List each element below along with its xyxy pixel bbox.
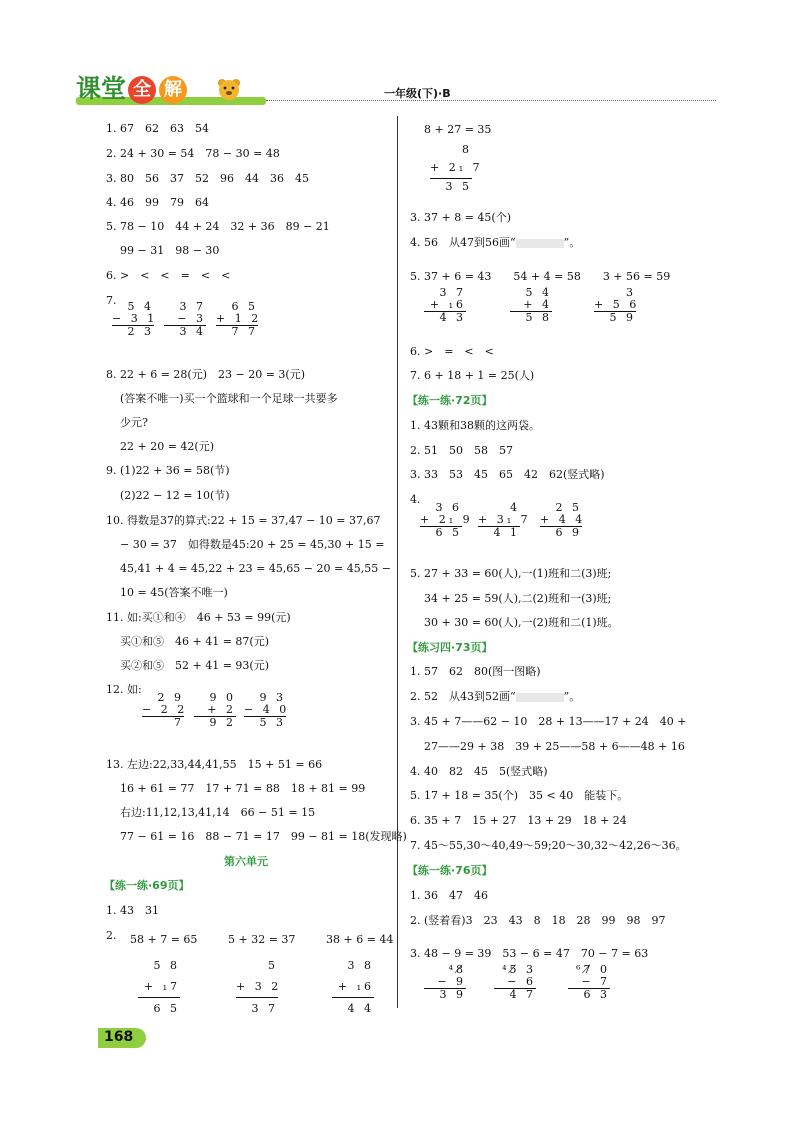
- answer-line: 7. 45～55,30～40,49～59;20～30,32～42,26～36。: [410, 839, 687, 852]
- answer-line: 6. > = < <: [410, 345, 494, 358]
- answer-line: 1. 57 62 80(图一图略): [410, 665, 541, 678]
- answer-line: 58 + 7 = 65: [130, 933, 198, 946]
- answer-line: 2. (竖着看)3 23 43 8 18 28 99 98 97: [410, 914, 666, 927]
- vertical-calc: 5 4 − 3 1 2 3: [112, 300, 158, 338]
- vertical-calc: ⁴8̸ − 9 3 9: [424, 964, 466, 1001]
- answer-line: 99 − 31 98 − 30: [120, 244, 220, 257]
- vertical-calc: ⁶7̸ 0 − 7 6 3: [568, 964, 610, 1001]
- vertical-calc: 9 3 − 4 0 5 3: [244, 691, 290, 729]
- answer-line: 3. 33 53 45 65 42 62(竖式略): [410, 468, 605, 481]
- column-divider: [397, 116, 398, 1008]
- vertical-calc: 2 9 − 2 2 7: [142, 691, 188, 729]
- answer-line: 6. > < < = < <: [106, 269, 231, 282]
- answer-line: 10 = 45(答案不唯一): [120, 586, 228, 599]
- answer-line: 1. 36 47 46: [410, 889, 488, 902]
- answer-line: 1. 67 62 63 54: [106, 122, 209, 135]
- answer-line: 6. 35 + 7 15 + 27 13 + 29 18 + 24: [410, 814, 627, 827]
- page-header: [76, 74, 716, 104]
- answer-line: 买②和⑤ 52 + 41 = 93(元): [120, 659, 269, 672]
- section-heading: 【练一练·72页】: [407, 394, 493, 407]
- answer-line: 34 + 25 = 59(人),二(2)班和一(3)班;: [424, 592, 612, 605]
- answer-line: 3. 37 + 8 = 45(个): [410, 211, 511, 224]
- answer-line: 8. 22 + 6 = 28(元) 23 − 20 = 3(元): [106, 368, 305, 381]
- answer-line: 1. 43 31: [106, 904, 159, 917]
- answer-line: 22 + 20 = 42(元): [120, 440, 214, 453]
- answer-line: 7.: [106, 294, 117, 307]
- vertical-calc: 5 4 + 4 5 8: [510, 287, 552, 324]
- answer-line: 45,41 + 4 = 45,22 + 23 = 45,65 − 20 = 45,55 −: [120, 562, 391, 575]
- answer-line: 4.: [410, 493, 421, 506]
- answer-line: 13. 左边:22,33,44,41,55 15 + 51 = 66: [106, 758, 323, 771]
- answer-line: 2. 52 从43到52画“ ”。: [410, 690, 581, 703]
- answer-line: − 30 = 37 如得数是45:20 + 25 = 45,30 + 15 =: [120, 538, 385, 551]
- answer-line: 11. 如:买①和④ 46 + 53 = 99(元): [106, 611, 291, 624]
- answer-line: 8 + 27 = 35: [424, 123, 492, 136]
- answer-line: 2. 24 + 30 = 54 78 − 30 = 48: [106, 147, 280, 160]
- answer-line: 5. 17 + 18 = 35(个) 35 < 40 能装下。: [410, 789, 629, 802]
- vertical-calc: 4 + 3₁ 7 4 1: [478, 501, 531, 539]
- answer-line: 5. 78 − 10 44 + 24 32 + 36 89 − 21: [106, 220, 330, 233]
- answer-line: 4. 46 99 79 64: [106, 196, 209, 209]
- header-dotted-rule: [266, 100, 716, 101]
- vertical-calc: ⁴5̸ 3 − 6 4 7: [494, 964, 536, 1001]
- answer-line: 2. 51 50 58 57: [410, 444, 513, 457]
- vertical-calc: 8 + 2₁ 7 3 5: [430, 143, 483, 193]
- book-logo: [76, 74, 188, 104]
- answer-line: 9. (1)22 + 36 = 58(节): [106, 464, 230, 477]
- page-number: 168: [104, 1029, 134, 1045]
- bear-mascot-icon: [214, 76, 244, 102]
- answer-line: 4. 40 82 45 5(竖式略): [410, 765, 548, 778]
- vertical-calc: 9 0 + 2 9 2: [194, 692, 236, 729]
- grade-label: 一年级(下)·B: [384, 87, 451, 100]
- answer-line: 7. 6 + 18 + 1 = 25(人): [410, 369, 535, 382]
- blank-box: [516, 239, 564, 248]
- logo-char-2: 堂: [101, 74, 127, 103]
- answer-line: 3. 48 − 9 = 39 53 − 6 = 47 70 − 7 = 63: [410, 947, 649, 960]
- answer-line: 买①和⑤ 46 + 41 = 87(元): [120, 635, 269, 648]
- answer-line: 16 + 61 = 77 17 + 71 = 88 18 + 81 = 99: [120, 782, 366, 795]
- answer-line: (2)22 − 12 = 10(节): [120, 489, 230, 502]
- answer-line: 30 + 30 = 60(人),一(2)班和二(1)班。: [424, 616, 619, 629]
- answer-line: 2.: [106, 929, 117, 942]
- answer-line: (答案不唯一)买一个篮球和一个足球一共要多: [120, 392, 338, 405]
- answer-line: 1. 43颗和38颗的这两袋。: [410, 419, 540, 432]
- answer-line: 5 + 32 = 37: [228, 933, 296, 946]
- answer-line: 38 + 6 = 44: [326, 933, 394, 946]
- logo-char-1: 课: [76, 74, 102, 103]
- section-heading: 【练习四·73页】: [407, 641, 493, 654]
- vertical-calc: 3 7 + ₁6 4 3: [424, 287, 466, 324]
- answer-line: 右边:11,12,13,41,14 66 − 51 = 15: [120, 806, 316, 819]
- vertical-calc: 2 5 + 4 4 6 9: [540, 501, 586, 539]
- answer-line: 77 − 61 = 16 88 − 71 = 17 99 − 81 = 18(发现略): [120, 830, 407, 843]
- answer-line: 3. 80 56 37 52 96 44 36 45: [106, 172, 309, 185]
- vertical-calc: 3 6 + 2₁ 9 6 5: [420, 501, 473, 539]
- vertical-calc: 5 8 + ₁7 6 5: [138, 955, 180, 1012]
- vertical-calc: 3 + 5 6 5 9: [594, 286, 640, 324]
- section-heading: 【练一练·69页】: [104, 879, 190, 892]
- answer-line: 27——29 + 38 39 + 25——58 + 6——48 + 16: [424, 740, 685, 753]
- answer-line: 12. 如:: [106, 683, 142, 696]
- logo-char-3: 全: [128, 76, 156, 104]
- answer-line: 10. 得数是37的算式:22 + 15 = 37,47 − 10 = 37,67: [106, 514, 381, 527]
- vertical-calc: 3 7 − 3 3 4: [164, 301, 206, 338]
- vertical-calc: 6 5 + 1 2 7 7: [216, 300, 262, 338]
- blank-box: [516, 693, 564, 702]
- answer-line: 4. 56 从47到56画“ ”。: [410, 236, 581, 249]
- answer-line: 5. 37 + 6 = 43 54 + 4 = 58 3 + 56 = 59: [410, 270, 671, 283]
- vertical-calc: 5 + 3 2 3 7: [236, 959, 282, 1015]
- section-heading: 【练一练·76页】: [407, 864, 493, 877]
- page-number-tab: [98, 1028, 146, 1048]
- logo-char-4: 解: [159, 76, 187, 104]
- unit-heading: 第六单元: [224, 855, 268, 868]
- answer-line: 少元?: [120, 416, 148, 429]
- answer-line: 3. 45 + 7——62 − 10 28 + 13——17 + 24 40 +: [410, 715, 687, 728]
- vertical-calc: 3 8 + ₁6 4 4: [332, 955, 374, 1012]
- answer-line: 5. 27 + 33 = 60(人),一(1)班和二(3)班;: [410, 567, 612, 580]
